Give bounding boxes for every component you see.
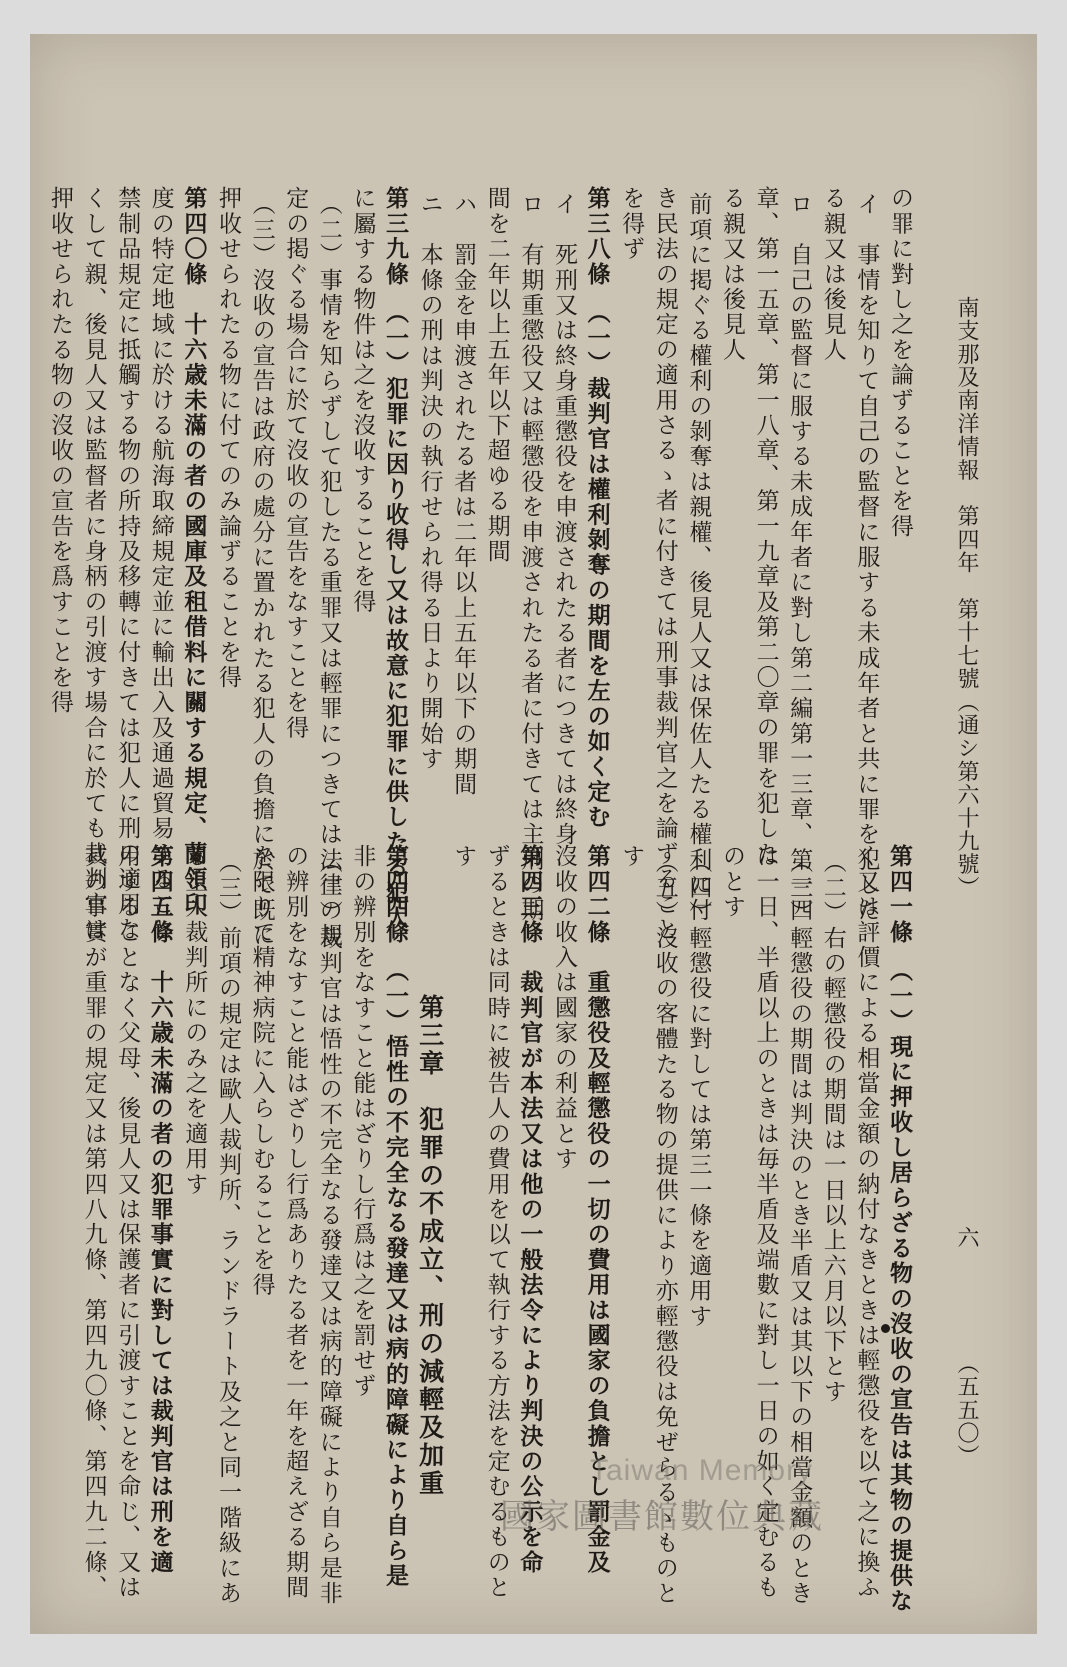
upper-column-line: くして親、後見人又は監督者に身柄の引渡す場合に於ても裁判官は bbox=[80, 186, 107, 942]
lower-column-line: 第四四條 （一）悟性の不完全なる發達又は病的障礙により自ら是 bbox=[382, 844, 409, 1589]
lower-column-line: 第四一條 （一）現に押收し居らざる物の沒收の宣告は其物の提供な bbox=[886, 844, 913, 1614]
lower-column-line: の辨別をなすこと能はざりし行爲ありたる者を一年を超えざる期間 bbox=[282, 844, 309, 1600]
lower-column-line: （二）右の輕懲役の期間は一日以上六月以下とす bbox=[819, 850, 846, 1405]
upper-column-line: ニ 本條の刑は判決の執行せられ得る日より開始す bbox=[416, 192, 443, 772]
lower-column-line: ずるときは同時に被告人の費用を以て執行する方法を定むるものと bbox=[483, 844, 510, 1600]
watermark-chinese: 國家圖書館數位典藏 bbox=[500, 1497, 824, 1537]
lower-column-line: す bbox=[450, 844, 477, 870]
upper-column-line: 度の特定地域に於ける航海取締規定並に輸出入及通過貿易すること bbox=[147, 186, 174, 942]
upper-column-line: を得ず bbox=[618, 186, 645, 262]
lower-column-line: 非の辨別をなすこと能はざりし行爲は之を罰せず bbox=[349, 844, 376, 1399]
lower-column-line: （三）輕懲役の期間は判決のとき半盾又は其以下の相當金額のとき bbox=[786, 850, 813, 1606]
upper-column-line: 定の掲ぐる場合に於て沒收の宣告をなすことを得 bbox=[282, 186, 309, 741]
upper-column-line: ハ 罰金を申渡されたる者は二年以上五年以下の期間 bbox=[450, 192, 477, 797]
upper-column-line: に屬する物件は之を沒收することを得 bbox=[349, 186, 376, 615]
upper-column-line: イ 事情を知りて自己の監督に服する未成年者と共に罪を犯した bbox=[853, 192, 880, 923]
lower-column-line: （二）裁判官は悟性の不完全なる發達又は病的障礙により自ら是非 bbox=[315, 850, 342, 1606]
lower-column-line: 第四二條 重懲役及輕懲役の一切の費用は國家の負擔とし罰金及 bbox=[583, 844, 611, 1575]
lower-column-line: く又は評價による相當金額の納付なきときは輕懲役を以て之に換ふ bbox=[853, 844, 880, 1600]
lower-column-line: 第四五條 十六歳未滿の者の犯罪事實に對しては裁判官は刑を適 bbox=[146, 844, 174, 1575]
upper-column-line: ロ 有期重懲役又は輕懲役を申渡されたる者に付きては主刑の期 bbox=[517, 192, 544, 923]
upper-column-line: （二）事情を知らずして犯したる重罪又は輕罪につきては法律の規 bbox=[315, 192, 342, 948]
lower-column-line: （三）前項の規定は歐人裁判所、ランドラート及之と同一階級にあ bbox=[215, 850, 241, 1606]
upper-column-line: 間を二年以上五年以下超ゆる期間 bbox=[483, 186, 510, 564]
upper-column-line: 第三八條 （一）裁判官は權利剝奪の期間を左の如く定む bbox=[583, 186, 611, 830]
running-header: 南支那及南洋情報 第四年 第十七號（通シ第六十九號） bbox=[954, 296, 979, 900]
upper-column-line: き民法の規定の適用さるゝ者に付きては刑事裁判官之を論ずること bbox=[651, 186, 678, 942]
lower-column-line: 沒收の收入は國家の利益とす bbox=[551, 844, 577, 1172]
lower-column-line: （四）輕懲役に對しては第三一條を適用す bbox=[685, 850, 712, 1329]
page-total: （五五〇） bbox=[954, 1352, 979, 1468]
upper-column-line: 章、第一五章、第一八章、第一九章及第二〇章の罪を犯した bbox=[752, 186, 779, 867]
lower-column-line: のとす bbox=[719, 844, 745, 920]
lower-column-line: は一日、半盾以上のときは毎半盾及端數に對し一日の如く定むるも bbox=[752, 844, 779, 1600]
lower-column-line: す bbox=[618, 844, 645, 870]
upper-column-line: る親又は後見人 bbox=[819, 186, 846, 363]
lower-column-line: を限りて精神病院に入らしむることを得 bbox=[248, 844, 275, 1298]
upper-column-line: （三）沒收の宣告は政府の處分に置かれたる犯人の負擔に於て既に bbox=[248, 192, 275, 948]
lower-column-line: 第四三條 裁判官が本法又は他の一般法令により判決の公示を命 bbox=[516, 844, 544, 1575]
upper-column-line: る親又は後見人 bbox=[719, 186, 745, 363]
page bbox=[30, 34, 1037, 1634]
page-number: 六 bbox=[954, 1226, 979, 1250]
lower-column-line: 第三章 犯罪の不成立、刑の減輕及加重 bbox=[415, 994, 445, 1498]
upper-column-line: イ 死刑又は終身重懲役を申渡されたる者につきては終身 bbox=[551, 192, 577, 848]
lower-column-line: 用することなく父母、後見人又は保護者に引渡すことを命じ、又は bbox=[114, 844, 141, 1600]
upper-column-line: 押收せられたる物に付てのみ論ずることを得 bbox=[215, 186, 241, 690]
watermark-english: Taiwan Memory bbox=[590, 1454, 814, 1487]
upper-column-line: 第三九條 （一）犯罪に因り收得し又は故意に犯罪に供したる犯人 bbox=[382, 186, 409, 931]
upper-column-line: の罪に對し之を論ずることを得 bbox=[887, 186, 913, 539]
lower-column-line: る土人裁判所にのみ之を適用す bbox=[181, 844, 208, 1197]
upper-column-line: 第四〇條 十六歳未滿の者の國庫及租借料に關する規定、蘭領印 bbox=[180, 186, 208, 917]
lower-column-line: （五）沒收の客體たる物の提供により亦輕懲役は免ぜらるゝものと bbox=[651, 850, 678, 1606]
upper-column-line: 押收せられたる物の沒收の宣告を爲すことを得 bbox=[47, 186, 73, 716]
lower-column-line: 其の事實が重罪の規定又は第四八九條、第四九〇條、第四九二條、 bbox=[80, 844, 107, 1600]
upper-column-line: ロ 自己の監督に服する未成年者に對し第二編第一三章、第一四 bbox=[786, 192, 813, 923]
upper-column-line: 前項に掲ぐる權利の剝奪は親權、後見人又は保佐人たる權利に付 bbox=[685, 192, 712, 923]
upper-column-line: 禁制品規定に抵觸する物の所持及移轉に付きては犯人に刑の適用な bbox=[114, 186, 141, 942]
